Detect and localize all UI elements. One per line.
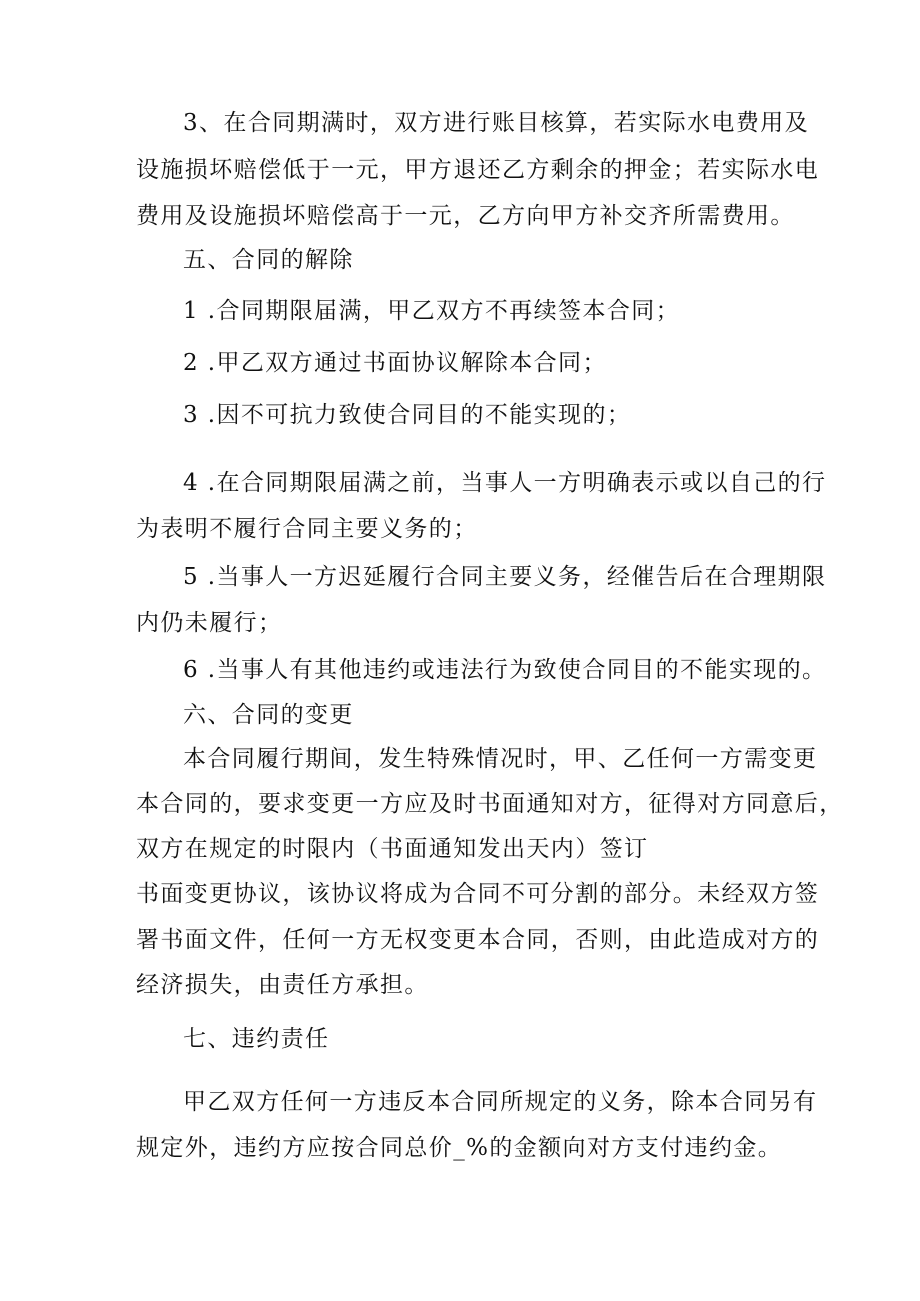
section-heading-termination: 五、合同的解除 <box>183 247 354 273</box>
termination-item-5-line-2: 内仍未履行； <box>136 610 283 636</box>
modification-paragraph-line-1: 本合同履行期间，发生特殊情况时，甲、乙任何一方需变更 <box>183 746 818 772</box>
termination-item-6: 6 .当事人有其他违约或违法行为致使合同目的不能实现的。 <box>183 657 827 683</box>
termination-item-1: 1 .合同期限届满，甲乙双方不再续签本合同； <box>183 298 681 324</box>
paragraph-3-line-1: 3、在合同期满时，双方进行账目核算，若实际水电费用及 <box>183 110 810 136</box>
breach-paragraph-line-1: 甲乙双方任何一方违反本合同所规定的义务，除本合同另有 <box>183 1089 818 1115</box>
paragraph-3-line-2: 设施损坏赔偿低于一元，甲方退还乙方剩余的押金；若实际水电 <box>136 157 820 183</box>
section-heading-breach-liability: 七、违约责任 <box>183 1026 330 1052</box>
termination-item-2: 2 .甲乙双方通过书面协议解除本合同； <box>183 350 607 376</box>
modification-paragraph-line-3: 双方在规定的时限内（书面通知发出天内）签订 <box>136 836 649 862</box>
modification-paragraph-line-6: 经济损失，由责任方承担。 <box>136 972 429 998</box>
modification-paragraph-line-2: 本合同的，要求变更一方应及时书面通知对方，征得对方同意后， <box>136 791 844 817</box>
termination-item-4-line-2: 为表明不履行合同主要义务的； <box>136 516 478 542</box>
modification-paragraph-line-4: 书面变更协议，该协议将成为合同不可分割的部分。未经双方签 <box>136 881 820 907</box>
termination-item-3: 3 .因不可抗力致使合同目的不能实现的； <box>183 402 632 428</box>
termination-item-5-line-1: 5 .当事人一方迟延履行合同主要义务，经催告后在合理期限 <box>183 564 827 590</box>
termination-item-4-line-1: 4 .在合同期限届满之前，当事人一方明确表示或以自己的行 <box>183 470 827 496</box>
modification-paragraph-line-5: 署书面文件，任何一方无权变更本合同，否则，由此造成对方的 <box>136 927 820 953</box>
section-heading-modification: 六、合同的变更 <box>183 702 354 728</box>
breach-paragraph-line-2: 规定外，违约方应按合同总价_%的金额向对方支付违约金。 <box>136 1135 783 1161</box>
paragraph-3-line-3: 费用及设施损坏赔偿高于一元，乙方向甲方补交齐所需费用。 <box>136 203 795 229</box>
